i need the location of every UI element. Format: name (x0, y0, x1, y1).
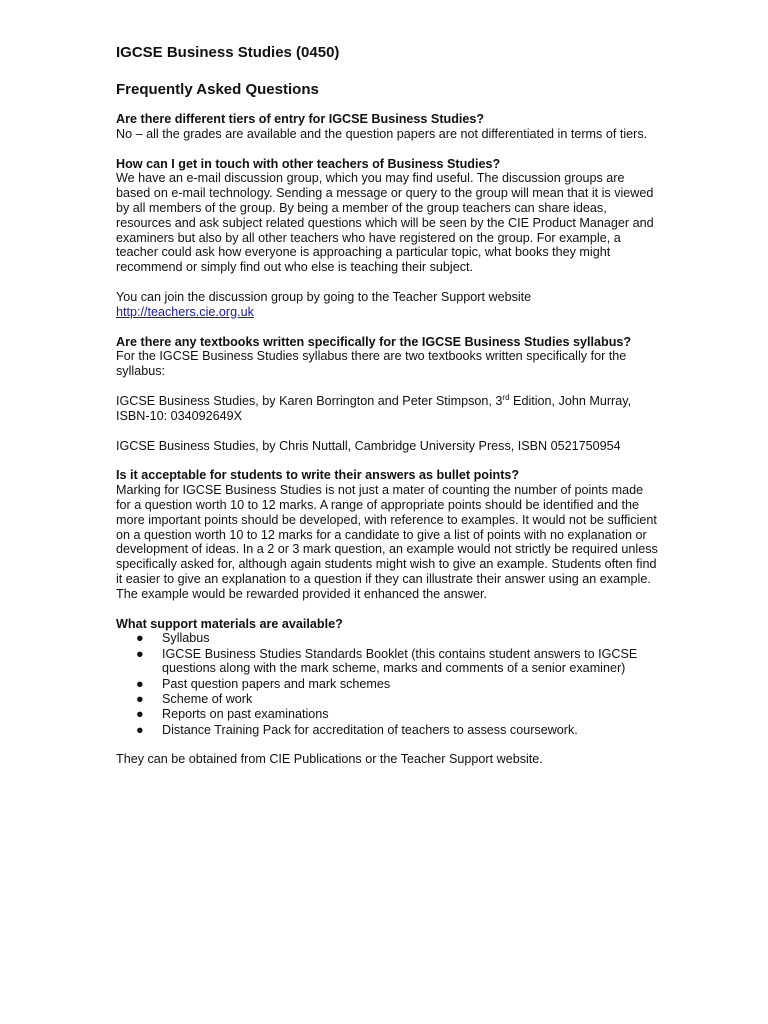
faq-item-textbooks (116, 335, 661, 454)
textbook-1-text: IGCSE Business Studies, by Karen Borrington and Peter Stimpson, 3 (116, 393, 503, 408)
faq-answer: We have an e-mail discussion group, which you may find useful. The discussion groups are based on e-mail technology. Sending a message or query to the group will mean that it is viewed by all members of the group. By being a member of the group teachers can share ideas, resources and ask subject related questions which will be seen by the CIE Product Manager and examiners but also by all other teachers who have registered on the group. For example, a teacher could ask how everyone is approaching a particular topic, what books they might recommend or simply find out who else is teaching their subject. (116, 171, 654, 275)
faq-question: What support materials are available? (116, 616, 343, 631)
list-item-text: Reports on past examinations (162, 707, 329, 722)
document-title: IGCSE Business Studies (0450) (116, 44, 340, 61)
bullet-icon: ● (136, 707, 144, 722)
list-item-text: Past question papers and mark schemes (162, 676, 391, 691)
faq-item-support-materials (116, 617, 661, 768)
closing-note: They can be obtained from CIE Publications or the Teacher Support website. (116, 752, 543, 767)
faq-question: Are there any textbooks written specifically for the IGCSE Business Studies syllabus? (116, 334, 632, 349)
document-subtitle: Frequently Asked Questions (116, 81, 319, 98)
faq-item-contact-teachers (116, 157, 661, 320)
document-page (116, 44, 661, 767)
list-item-text: IGCSE Business Studies Standards Booklet (this contains student answers to IGCSE questions along with the mark scheme, marks and comments of a senior examiner) (162, 646, 638, 676)
join-group-text (116, 290, 661, 320)
faq-answer: Marking for IGCSE Business Studies is not just a mater of counting the number of points made for a question worth 10 to 12 marks. A range of appropriate points should be identified and the more important points should be developed, with reference to examples. It would not be sufficient on a question worth 10 to 12 marks for a candidate to give a list of points with no explanation or development of ideas. In a 2 or 3 mark question, an example would not strictly be required unless specifically asked for, although again students might wish to give an example. Students often find it easier to give an explanation to a question if they can illustrate their answer using an example. The example would be rewarded provided it enhanced the answer. (116, 483, 658, 601)
list-item-text: Scheme of work (162, 692, 253, 706)
list-item (116, 707, 661, 722)
faq-question: Are there different tiers of entry for IGCSE Business Studies? (116, 112, 485, 126)
list-item (116, 723, 661, 738)
bullet-icon: ● (136, 692, 144, 706)
list-item (116, 692, 661, 707)
teacher-support-link[interactable]: http://teachers.cie.org.uk (116, 304, 254, 319)
join-group-sentence: You can join the discussion group by going to the Teacher Support website (116, 289, 532, 304)
textbook-entry-1 (116, 394, 661, 424)
bullet-icon: ● (136, 676, 144, 691)
list-item (116, 677, 661, 692)
bullet-icon: ● (136, 631, 144, 646)
textbook-1-rest: Edition, John Murray, ISBN-10: 034092649X (116, 393, 632, 423)
faq-answer: For the IGCSE Business Studies syllabus there are two textbooks written specifically for the syllabus: (116, 349, 627, 379)
textbook-entry-2: IGCSE Business Studies, by Chris Nuttall, Cambridge University Press, ISBN 0521750954 (116, 438, 621, 453)
faq-item-tiers (116, 112, 661, 142)
list-item-text: Distance Training Pack for accreditation of teachers to assess coursework. (162, 722, 578, 737)
ordinal-suffix: rd (502, 392, 510, 402)
list-item (116, 647, 661, 677)
faq-item-bullet-points (116, 468, 661, 601)
faq-question: Is it acceptable for students to write their answers as bullet points? (116, 468, 520, 483)
faq-question: How can I get in touch with other teachers of Business Studies? (116, 156, 501, 171)
support-materials-list (116, 631, 661, 737)
list-item-text: Syllabus (162, 631, 210, 646)
faq-answer: No – all the grades are available and the question papers are not differentiated in terms of tiers. (116, 126, 648, 141)
list-item (116, 631, 661, 646)
bullet-icon: ● (136, 722, 144, 737)
bullet-icon: ● (136, 646, 144, 661)
